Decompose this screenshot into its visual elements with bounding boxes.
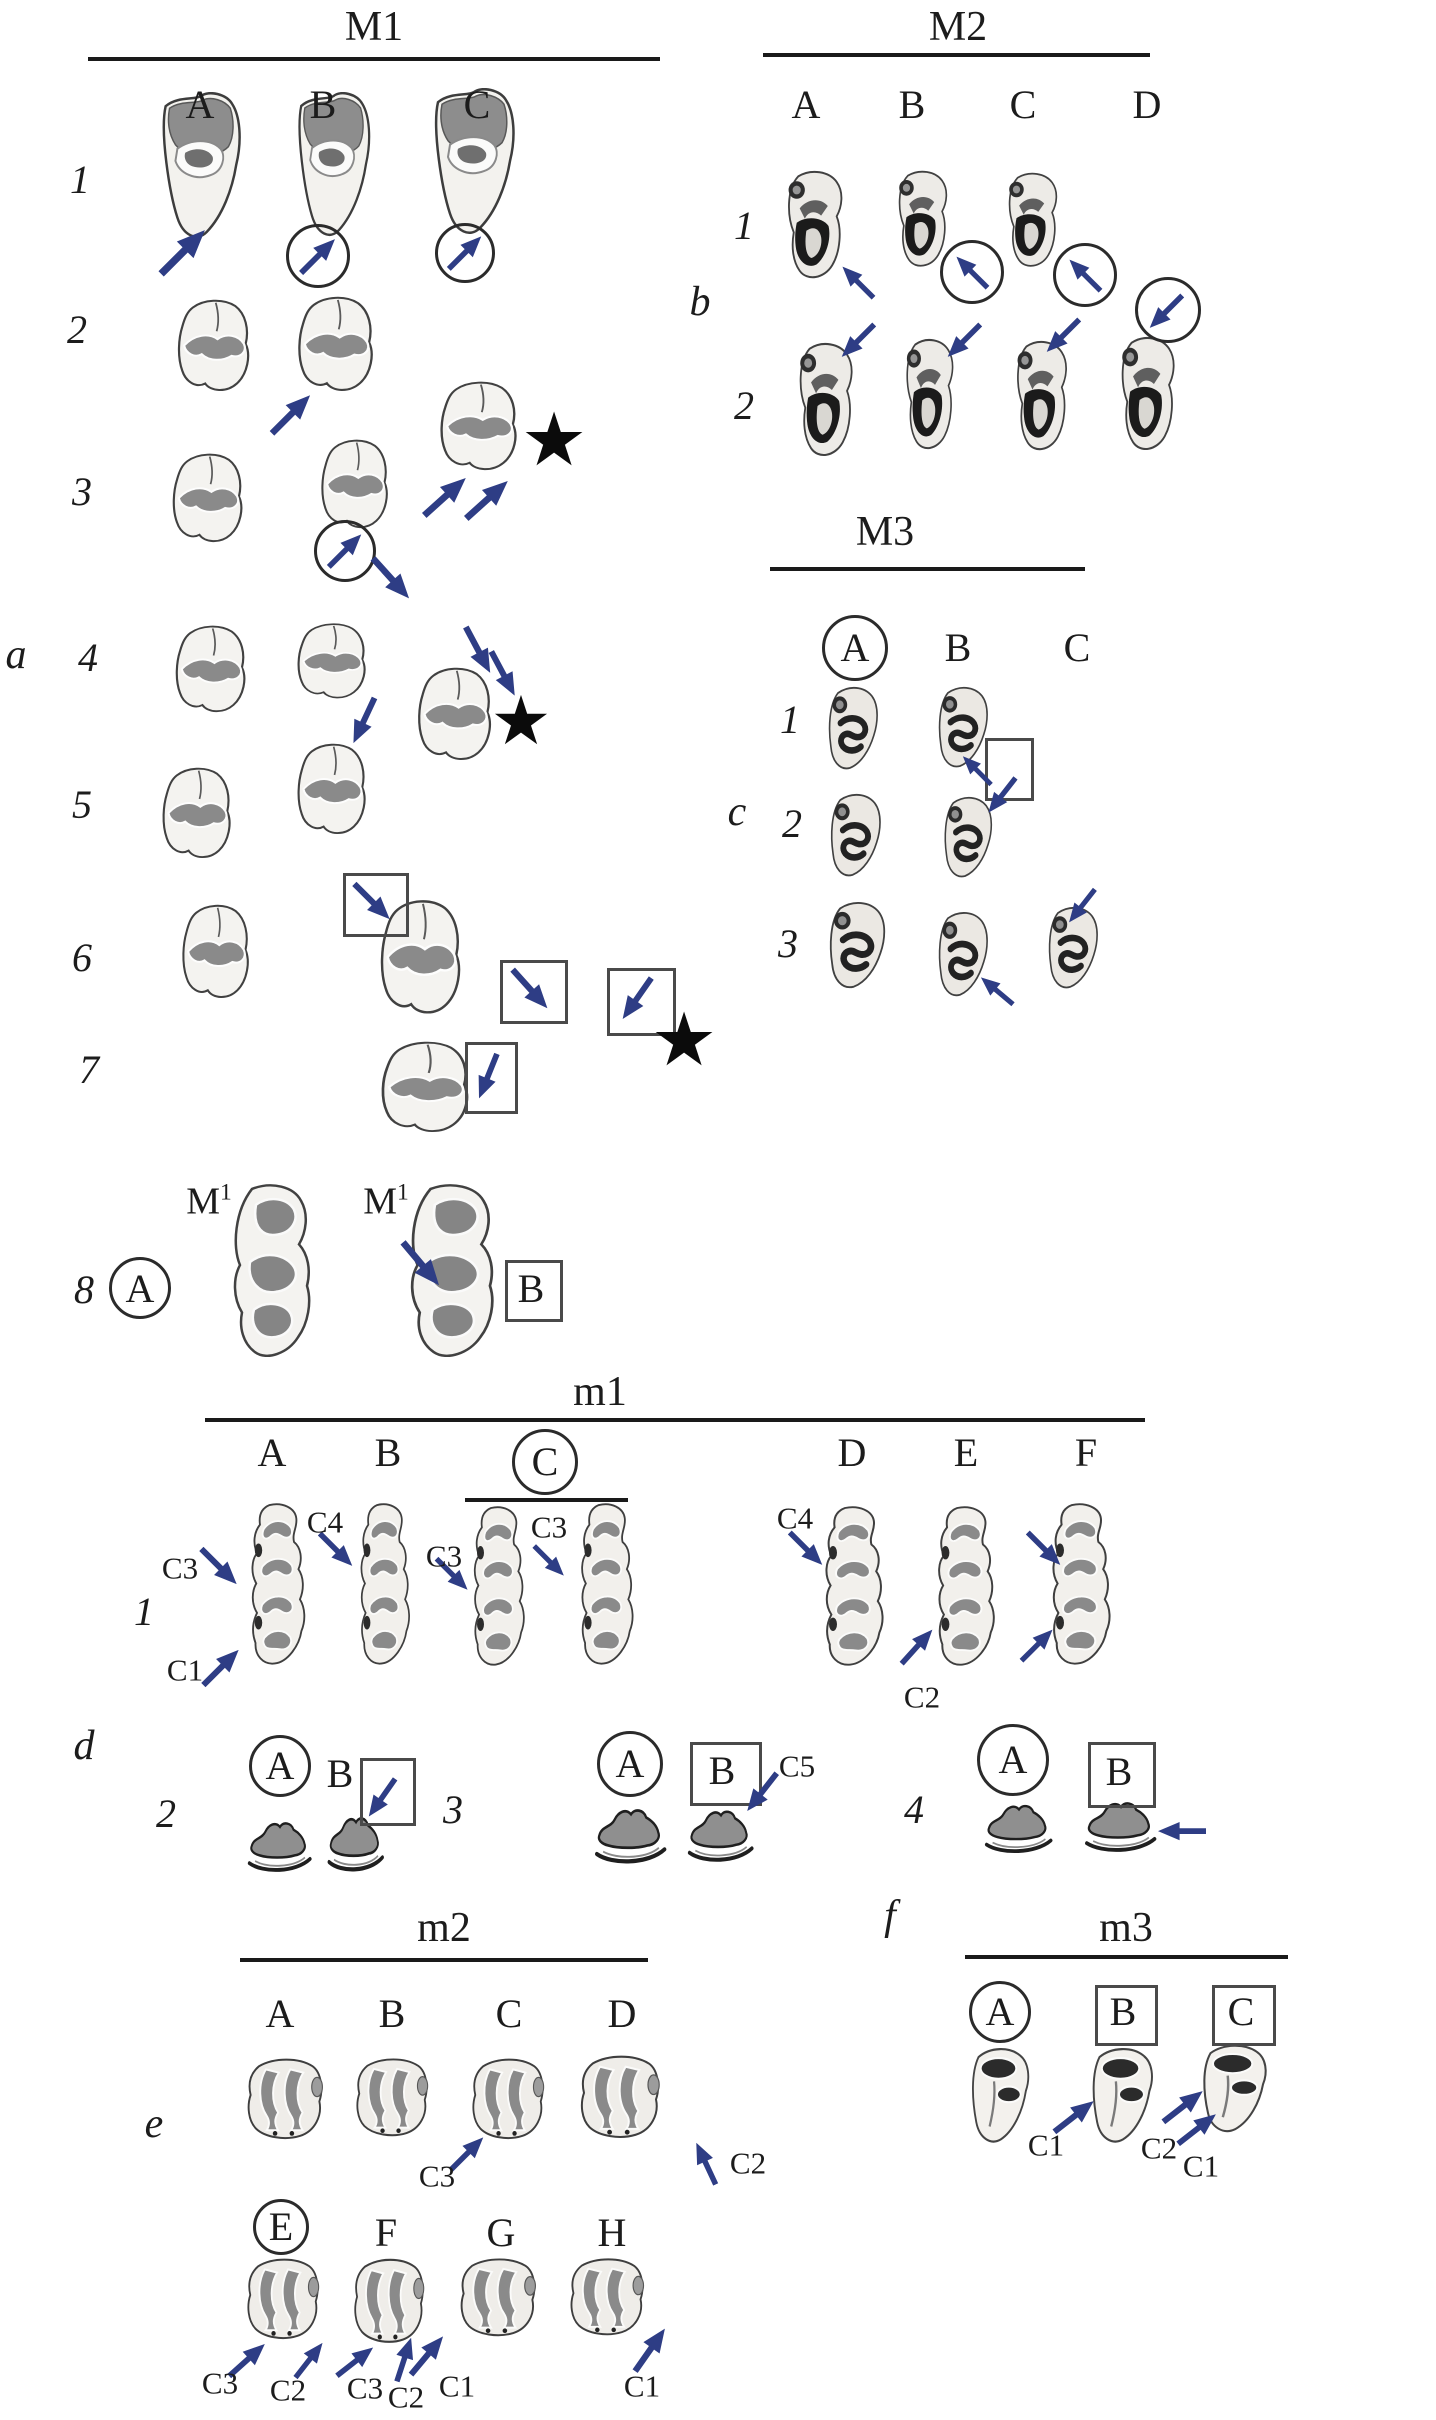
text-row-label-3: 3 bbox=[778, 921, 798, 966]
text-col-label-C: C bbox=[463, 82, 491, 127]
header-rule-line bbox=[205, 1418, 1145, 1422]
tooth-illustration-u bbox=[290, 622, 374, 700]
text-col-label-A: A bbox=[265, 1991, 295, 2036]
tooth-illustration-u bbox=[155, 766, 239, 860]
text-col-label-C: C bbox=[531, 1439, 559, 1484]
text-col-label-D: D bbox=[607, 1991, 637, 2036]
text-row-label-2: 2 bbox=[734, 383, 754, 428]
text-col-label-E: E bbox=[268, 2204, 294, 2249]
text-col-label-C: C bbox=[495, 1991, 523, 2036]
text-section-letter-f: f bbox=[884, 1893, 896, 1939]
text-header-M1: M1 bbox=[344, 4, 404, 50]
tooth-illustration-M3 bbox=[820, 900, 892, 992]
tooth-illustration-m2 bbox=[468, 2055, 548, 2143]
tooth-illustration-m2 bbox=[243, 2255, 323, 2343]
direction-arrow bbox=[344, 693, 384, 747]
text-tooth-label-M1-superscript: $M^1$ bbox=[186, 1179, 232, 1223]
text-col-label-G: G bbox=[486, 2210, 516, 2255]
text-row-label-1: 1 bbox=[780, 697, 800, 742]
text-cusp-label-C3: C3 bbox=[201, 2365, 239, 2401]
direction-arrow bbox=[1158, 1821, 1206, 1841]
text-col-label-D: D bbox=[837, 1430, 867, 1475]
tooth-illustration-m1 bbox=[463, 1505, 533, 1669]
text-cusp-label-C1: C1 bbox=[623, 2368, 661, 2404]
text-variant-letter-B: B bbox=[517, 1266, 545, 1311]
text-cusp-label-C1: C1 bbox=[166, 1652, 204, 1688]
text-col-label-F: F bbox=[1074, 1430, 1098, 1475]
tooth-illustration-m2 bbox=[456, 2255, 540, 2340]
direction-arrow bbox=[528, 1540, 570, 1582]
text-row-label-1: 1 bbox=[734, 203, 754, 248]
text-col-label-C: C bbox=[1227, 1989, 1255, 2034]
text-row-label-4: 4 bbox=[904, 1787, 924, 1832]
tooth-illustration-M3 bbox=[820, 685, 884, 773]
tooth-illustration-u bbox=[410, 666, 500, 762]
text-cusp-label-C5: C5 bbox=[778, 1748, 816, 1784]
text-row-label-3: 3 bbox=[443, 1787, 463, 1832]
text-col-label-A: A bbox=[185, 82, 215, 127]
text-variant-letter-A: A bbox=[998, 1737, 1028, 1782]
text-col-label-A: A bbox=[985, 1989, 1015, 2034]
text-section-letter-e: e bbox=[144, 2101, 164, 2147]
tooth-illustration-M2 bbox=[998, 172, 1064, 270]
header-rule-line bbox=[770, 567, 1085, 571]
text-col-label-A: A bbox=[257, 1430, 287, 1475]
tooth-illustration-uf bbox=[220, 1183, 320, 1361]
text-section-letter-c: c bbox=[727, 789, 747, 835]
direction-arrow bbox=[264, 387, 318, 441]
tooth-illustration-M3 bbox=[822, 792, 887, 880]
text-cusp-label-C1: C1 bbox=[1182, 2148, 1220, 2184]
direction-arrow bbox=[194, 1541, 244, 1591]
text-cusp-label-C3: C3 bbox=[418, 2158, 456, 2194]
tooth-illustration-m1 bbox=[813, 1505, 893, 1669]
tooth-illustration-m2 bbox=[576, 2052, 664, 2142]
tooth-illustration-m2 bbox=[243, 2055, 327, 2143]
tooth-illustration-mp bbox=[593, 1798, 669, 1868]
tooth-illustration-m1 bbox=[570, 1502, 642, 1668]
text-tooth-label-M1-superscript: $M^1$ bbox=[363, 1179, 409, 1223]
text-cusp-label-C2: C2 bbox=[1140, 2130, 1178, 2166]
text-row-label-4: 4 bbox=[78, 635, 98, 680]
text-cusp-label-C2: C2 bbox=[729, 2145, 767, 2181]
text-col-label-B: B bbox=[374, 1430, 402, 1475]
text-cusp-label-C2: C2 bbox=[269, 2372, 307, 2408]
text-cusp-label-C1: C1 bbox=[1027, 2127, 1065, 2163]
direction-arrow bbox=[196, 1642, 246, 1692]
text-col-label-B: B bbox=[1109, 1989, 1137, 2034]
header-rule-line bbox=[88, 57, 660, 61]
tooth-illustration-u bbox=[372, 1040, 479, 1134]
text-row-label-7: 7 bbox=[79, 1047, 99, 1092]
text-col-label-E: E bbox=[953, 1430, 979, 1475]
text-header-m3: m3 bbox=[1099, 1905, 1153, 1951]
direction-arrow bbox=[688, 2139, 725, 2189]
text-col-label-A: A bbox=[840, 625, 870, 670]
text-col-label-B: B bbox=[944, 625, 972, 670]
text-row-label-3: 3 bbox=[72, 469, 92, 514]
text-col-label-F: F bbox=[374, 2210, 398, 2255]
text-row-label-2: 2 bbox=[156, 1791, 176, 1836]
text-col-label-B: B bbox=[378, 1991, 406, 2036]
tooth-illustration-u bbox=[314, 438, 396, 530]
star-icon: ★ bbox=[650, 997, 718, 1083]
text-cusp-label-C3: C3 bbox=[425, 1538, 463, 1574]
tooth-illustration-mp bbox=[983, 1795, 1055, 1857]
text-section-letter-a: a bbox=[5, 632, 27, 678]
text-row-label-5: 5 bbox=[72, 782, 92, 827]
tooth-illustration-u bbox=[290, 295, 382, 393]
tooth-illustration-u bbox=[168, 624, 254, 714]
tooth-illustration-m1 bbox=[240, 1502, 314, 1668]
tooth-illustration-u bbox=[432, 380, 526, 472]
text-col-label-B: B bbox=[309, 82, 337, 127]
tooth-illustration-m1 bbox=[350, 1502, 418, 1668]
text-row-label-2: 2 bbox=[782, 801, 802, 846]
text-cusp-label-C1: C1 bbox=[438, 2368, 476, 2404]
text-section-letter-b: b bbox=[689, 279, 711, 325]
tooth-illustration-u bbox=[175, 903, 257, 1000]
tooth-illustration-u bbox=[170, 298, 258, 393]
text-col-label-H: H bbox=[597, 2210, 627, 2255]
tooth-illustration-M2 bbox=[1110, 336, 1182, 454]
tooth-illustration-u bbox=[290, 742, 374, 836]
tooth-illustration-m1 bbox=[926, 1505, 1004, 1669]
text-variant-letter-B: B bbox=[1105, 1749, 1133, 1794]
tooth-illustration-M2 bbox=[776, 170, 850, 282]
text-header-M3: M3 bbox=[855, 509, 915, 555]
text-row-label-1: 1 bbox=[70, 157, 90, 202]
tooth-illustration-m2 bbox=[350, 2255, 428, 2347]
text-row-label-1: 1 bbox=[134, 1589, 154, 1634]
text-row-label-8: 8 bbox=[74, 1267, 94, 1312]
text-col-label-C: C bbox=[1009, 82, 1037, 127]
tooth-illustration-u bbox=[165, 452, 251, 544]
direction-arrow bbox=[365, 550, 418, 605]
text-cusp-label-C3: C3 bbox=[346, 2370, 384, 2406]
text-variant-letter-A: A bbox=[125, 1266, 155, 1311]
text-col-label-D: D bbox=[1132, 82, 1162, 127]
text-row-label-2: 2 bbox=[67, 307, 87, 352]
text-cusp-label-C3: C3 bbox=[530, 1509, 568, 1545]
tooth-illustration-m2 bbox=[566, 2255, 648, 2339]
header-rule-line bbox=[965, 1955, 1288, 1959]
text-row-label-6: 6 bbox=[72, 935, 92, 980]
text-cusp-label-C4: C4 bbox=[776, 1500, 814, 1536]
text-variant-letter-B: B bbox=[326, 1751, 354, 1796]
text-variant-letter-A: A bbox=[265, 1743, 295, 1788]
tooth-illustration-m2 bbox=[352, 2055, 432, 2140]
text-cusp-label-C4: C4 bbox=[306, 1504, 344, 1540]
text-col-label-C: C bbox=[1063, 625, 1091, 670]
text-cusp-label-C2: C2 bbox=[903, 1679, 941, 1715]
text-col-label-A: A bbox=[791, 82, 821, 127]
text-col-label-B: B bbox=[898, 82, 926, 127]
tooth-illustration-M2 bbox=[1006, 340, 1074, 454]
text-cusp-label-C3: C3 bbox=[161, 1550, 199, 1586]
text-variant-letter-B: B bbox=[708, 1748, 736, 1793]
text-header-m1: m1 bbox=[573, 1369, 627, 1415]
text-header-m2: m2 bbox=[417, 1905, 471, 1951]
header-rule-line bbox=[240, 1958, 648, 1962]
text-header-M2: M2 bbox=[928, 4, 988, 50]
tooth-illustration-m3 bbox=[960, 2045, 1034, 2149]
star-icon: ★ bbox=[520, 397, 588, 483]
text-section-letter-d: d bbox=[73, 1723, 95, 1769]
text-variant-letter-A: A bbox=[615, 1741, 645, 1786]
star-icon: ★ bbox=[490, 682, 552, 761]
text-cusp-label-C2: C2 bbox=[387, 2379, 425, 2415]
header-rule-line bbox=[763, 53, 1150, 57]
tooth-illustration-mp bbox=[246, 1812, 314, 1876]
